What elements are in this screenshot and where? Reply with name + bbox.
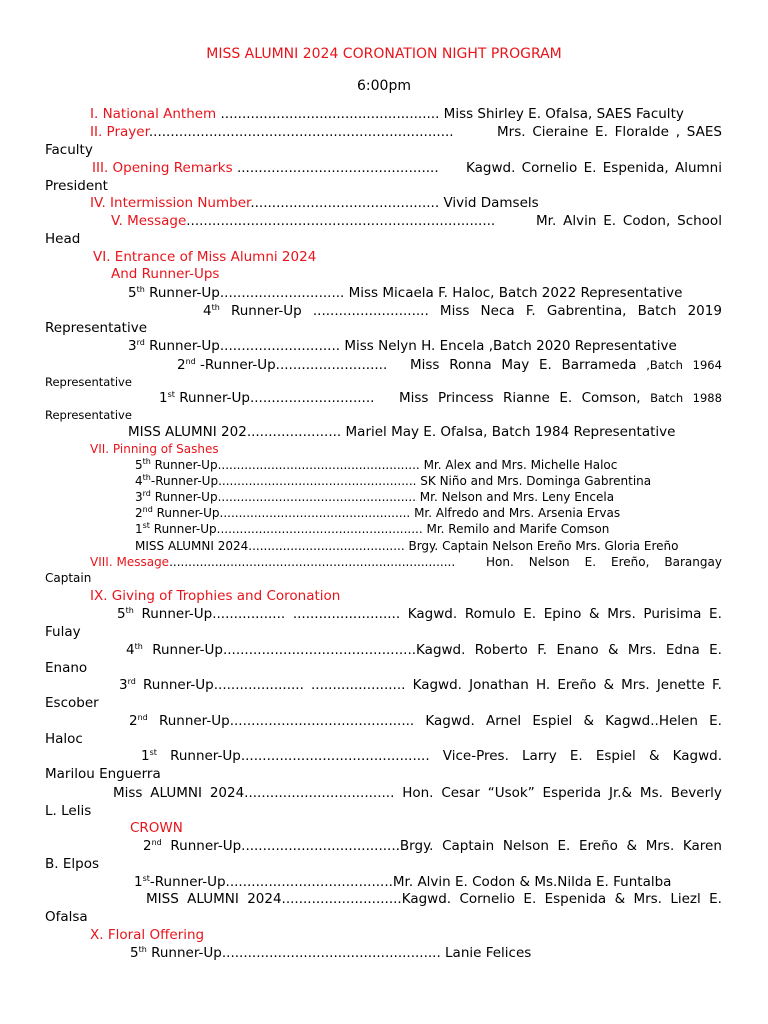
section-sashes-head: VII. Pinning of Sashes xyxy=(90,442,219,456)
item-message-2-name: Hon. Nelson E. Ereño, Barangay xyxy=(486,555,722,569)
trophies-runner-2: 2nd Runner-Up........................................... Kagwd. Arnel Espiel & Kagwd..Helen E. xyxy=(129,713,722,729)
sashes-runner-3: 3rd Runner-Up.................................................... Mr. Nelson and Mrs. Leny Encela xyxy=(135,489,615,504)
sashes-runner-5: 5th Runner-Up..................................................... Mr. Alex and Mrs. Michelle Haloc xyxy=(135,457,618,472)
item-opening-remarks-name: Kagwd. Cornelio E. Espenida, Alumni xyxy=(466,160,722,176)
trophies-miss-alumni-cont: L. Lelis xyxy=(45,803,92,819)
item-prayer-head: II. Prayer....................................................................... xyxy=(90,124,454,140)
program-title: MISS ALUMNI 2024 CORONATION NIGHT PROGRAM xyxy=(206,46,562,62)
entrance-runner-1-name: Miss Princess Rianne E. Comson, Batch 1988 xyxy=(399,390,722,406)
entrance-runner-1-label: 1st Runner-Up............................. xyxy=(159,390,375,406)
trophies-runner-4: 4th Runner-Up.............................................Kagwd. Roberto F. Enano & Mrs. Edna E. xyxy=(126,642,722,658)
section-floral-head: X. Floral Offering xyxy=(90,927,205,943)
sashes-runner-2: 2nd Runner-Up.................................................. Mr. Alfredo and Mrs. Arsenia Ervas xyxy=(135,505,621,520)
section-entrance-head-2: And Runner-Ups xyxy=(111,266,220,282)
program-time: 6:00pm xyxy=(357,78,411,94)
crown-runner-1: 1st-Runner-Up.......................................Mr. Alvin E. Codon & Ms.Nilda E. Funtalba xyxy=(134,874,672,890)
section-trophies-head: IX. Giving of Trophies and Coronation xyxy=(90,588,341,604)
trophies-runner-2-cont: Haloc xyxy=(45,731,83,747)
crown-miss-alumni-cont: Ofalsa xyxy=(45,909,88,925)
crown-runner-2: 2nd Runner-Up.....................................Brgy. Captain Nelson E. Ereño & Mrs. Karen xyxy=(143,838,722,854)
trophies-runner-3-cont: Escober xyxy=(45,695,99,711)
entrance-miss-alumni: MISS ALUMNI 202...................... Mariel May E. Ofalsa, Batch 1984 Representative xyxy=(128,424,676,440)
item-prayer-cont: Faculty xyxy=(45,142,93,158)
item-opening-remarks-head: III. Opening Remarks ............................................... xyxy=(92,160,439,176)
sashes-runner-4: 4th-Runner-Up.................................................... SK Niño and Mrs. Dominga Gabrentina xyxy=(135,473,652,488)
entrance-runner-1-cont: Representative xyxy=(45,408,132,422)
item-intermission: IV. Intermission Number............................................ Vivid Damsels xyxy=(90,195,539,211)
entrance-runner-4-cont: Representative xyxy=(45,320,148,336)
trophies-runner-4-cont: Enano xyxy=(45,660,88,676)
entrance-runner-5: 5th Runner-Up............................. Miss Micaela F. Haloc, Batch 2022 Representative xyxy=(128,285,683,301)
section-entrance-head: VI. Entrance of Miss Alumni 2024 xyxy=(93,249,317,265)
crown-runner-2-cont: B. Elpos xyxy=(45,856,99,872)
trophies-runner-3: 3rd Runner-Up..................... ...................... Kagwd. Jonathan H. Ereño & Mrs. Jenette F. xyxy=(119,677,722,693)
trophies-runner-5: 5th Runner-Up................. ......................... Kagwd. Romulo E. Epino & Mrs. Purisima E. xyxy=(117,606,722,622)
entrance-runner-2-label: 2nd -Runner-Up.......................... xyxy=(177,357,388,373)
trophies-miss-alumni: Miss ALUMNI 2024................................... Hon. Cesar “Usok” Esperida Jr.& Ms. Beverly xyxy=(113,785,722,801)
entrance-runner-2-cont: Representative xyxy=(45,375,132,389)
crown-miss-alumni: MISS ALUMNI 2024............................Kagwd. Cornelio E. Espenida & Mrs. Liezl E. xyxy=(146,891,722,907)
item-message-cont: Head xyxy=(45,231,81,247)
item-prayer-name: Mrs. Cieraine E. Floralde , SAES xyxy=(497,124,722,140)
section-crown-head: CROWN xyxy=(130,820,183,836)
entrance-runner-3: 3rd Runner-Up............................ Miss Nelyn H. Encela ,Batch 2020 Representative xyxy=(128,338,677,354)
entrance-runner-4: 4th Runner-Up ........................... Miss Neca F. Gabrentina, Batch 2019 xyxy=(203,303,722,319)
trophies-runner-1-cont: Marilou Enguerra xyxy=(45,766,161,782)
floral-runner-5: 5th Runner-Up................................................... Lanie Felices xyxy=(130,945,532,961)
item-national-anthem: I. National Anthem ................................................... Miss Shirley E. Ofalsa, SAES Faculty xyxy=(90,106,684,122)
trophies-runner-5-cont: Fulay xyxy=(45,624,81,640)
item-message-2-head: VIII. Message........................................................................... xyxy=(90,555,456,569)
item-message-head: V. Message........................................................................ xyxy=(111,213,496,229)
sashes-miss-alumni: MISS ALUMNI 2024......................................... Brgy. Captain Nelson Ereño Mrs. Gloria Ereño xyxy=(135,539,679,553)
item-message-name: Mr. Alvin E. Codon, School xyxy=(536,213,722,229)
item-message-2-cont: Captain xyxy=(45,571,92,585)
sashes-runner-1: 1st Runner-Up...................................................... Mr. Remilo and Marife Comson xyxy=(135,521,610,536)
item-opening-remarks-cont: President xyxy=(45,178,108,194)
trophies-runner-1: 1st Runner-Up............................................ Vice-Pres. Larry E. Espiel & Kagwd. xyxy=(141,748,722,764)
entrance-runner-2-name: Miss Ronna May E. Barrameda ,Batch 1964 xyxy=(410,357,722,373)
